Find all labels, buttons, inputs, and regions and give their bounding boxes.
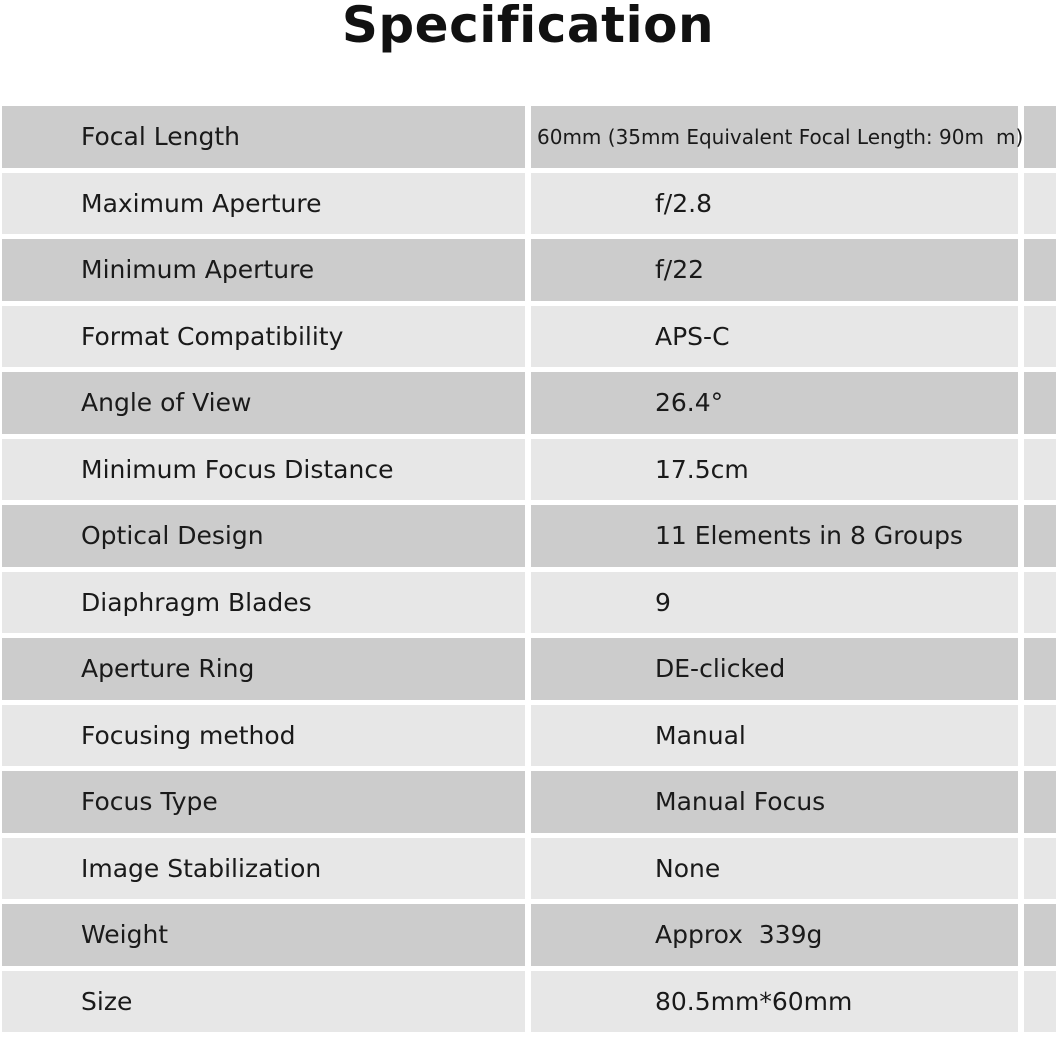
- spec-spacer: [1024, 173, 1056, 235]
- table-row: [0, 904, 1056, 966]
- table-row: [0, 971, 1056, 1033]
- page-title: Specification: [341, 0, 715, 54]
- spec-label: Focal Length: [2, 106, 525, 168]
- table-row: [0, 173, 1056, 235]
- spec-label: Size: [2, 971, 525, 1033]
- spec-value: Manual Focus: [531, 771, 1018, 833]
- spec-spacer: [1024, 838, 1056, 900]
- spec-value: DE-clicked: [531, 638, 1018, 700]
- spec-value: Manual: [531, 705, 1018, 767]
- spec-label: Angle of View: [2, 372, 525, 434]
- spec-label: Maximum Aperture: [2, 173, 525, 235]
- spec-label: Minimum Aperture: [2, 239, 525, 301]
- spec-value: f/22: [531, 239, 1018, 301]
- table-row: [0, 838, 1056, 900]
- spec-spacer: [1024, 372, 1056, 434]
- spec-spacer: [1024, 505, 1056, 567]
- spec-value-overflow: [996, 106, 1056, 168]
- spec-value: f/2.8: [531, 173, 1018, 235]
- table-row: [0, 771, 1056, 833]
- spec-table: [0, 106, 1056, 1037]
- spec-spacer: [1024, 971, 1056, 1033]
- spec-label: Weight: [2, 904, 525, 966]
- spec-label: Optical Design: [2, 505, 525, 567]
- spec-spacer: [1024, 904, 1056, 966]
- table-row: [0, 705, 1056, 767]
- table-row: [0, 306, 1056, 368]
- spec-spacer: [1024, 572, 1056, 634]
- spec-spacer: [1024, 638, 1056, 700]
- spec-value: APS-C: [531, 306, 1018, 368]
- spec-value: 9: [531, 572, 1018, 634]
- table-row: [0, 572, 1056, 634]
- table-row: [0, 439, 1056, 501]
- spec-spacer: [1024, 239, 1056, 301]
- spec-label: Minimum Focus Distance: [2, 439, 525, 501]
- spec-label: Focus Type: [2, 771, 525, 833]
- spec-spacer: [1024, 705, 1056, 767]
- spec-label: Focusing method: [2, 705, 525, 767]
- spec-value: Approx 339g: [531, 904, 1018, 966]
- spec-label: Diaphragm Blades: [2, 572, 525, 634]
- table-row: [0, 505, 1056, 567]
- spec-spacer: [1024, 306, 1056, 368]
- spec-label: Image Stabilization: [2, 838, 525, 900]
- spec-label: Format Compatibility: [2, 306, 525, 368]
- spec-spacer: [1024, 771, 1056, 833]
- spec-spacer: [1024, 439, 1056, 501]
- spec-value-suffix: m): [996, 124, 1024, 149]
- table-row: [0, 372, 1056, 434]
- spec-value: None: [531, 838, 1018, 900]
- spec-value: 26.4°: [531, 372, 1018, 434]
- table-row: [0, 638, 1056, 700]
- table-row: [0, 239, 1056, 301]
- spec-label: Aperture Ring: [2, 638, 525, 700]
- table-row: [0, 106, 1056, 168]
- spec-value: 11 Elements in 8 Groups: [531, 505, 1018, 567]
- spec-value-prefix: 60mm (35mm Equivalent Focal Length: 90m: [531, 106, 1018, 168]
- spec-value: 80.5mm*60mm: [531, 971, 1018, 1033]
- spec-value: 17.5cm: [531, 439, 1018, 501]
